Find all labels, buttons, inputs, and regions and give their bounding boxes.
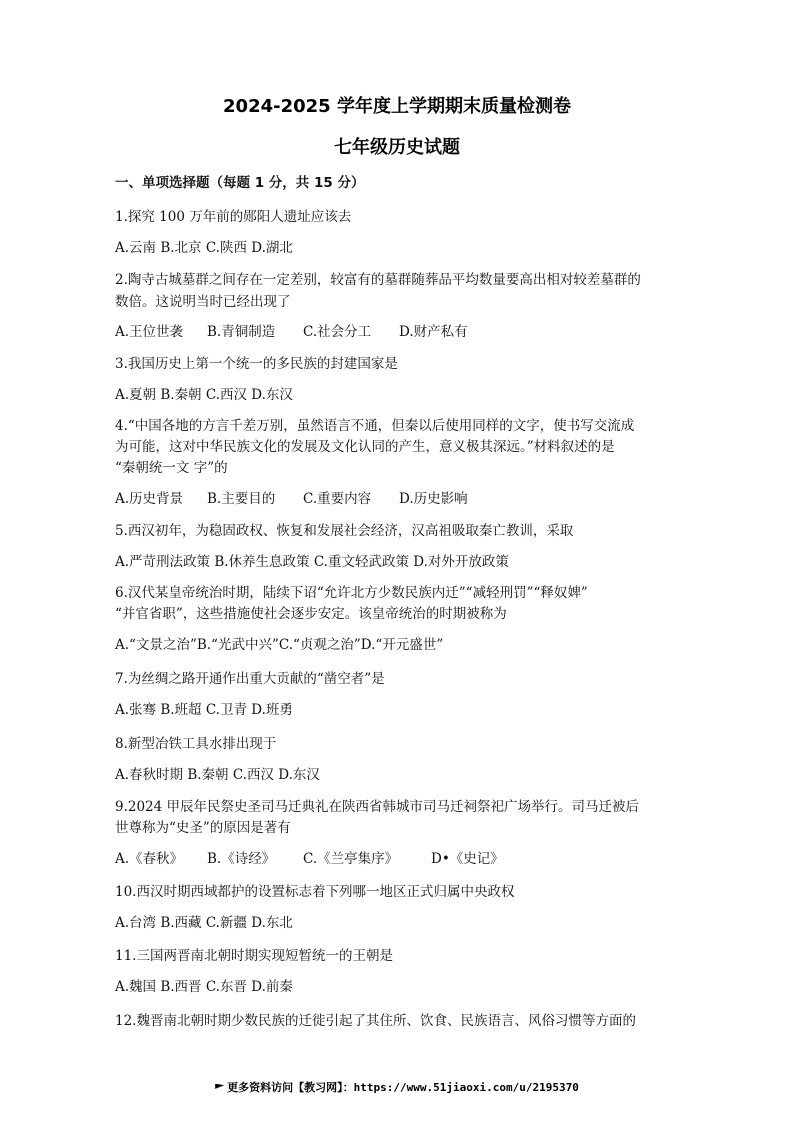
option-d: D.财产私有 bbox=[399, 324, 468, 340]
option-b: B.青铜制造 bbox=[207, 324, 276, 340]
question-4-text-line2: 为可能，这对中华民族文化的发展及文化认同的产生，意义极其深远。”材料叙述的是 bbox=[115, 439, 615, 455]
question-3-text: 3.我国历史上第一个统一的多民族的封建国家是 bbox=[115, 356, 398, 372]
page-title: 2024-2025 学年度上学期期末质量检测卷 bbox=[223, 96, 571, 117]
question-6-text-line2: “并官省职”，这些措施使社会逐步安定。该皇帝统治的时期被称为 bbox=[115, 606, 507, 622]
option-d: D•《史记》 bbox=[431, 851, 504, 867]
question-2-options bbox=[115, 320, 468, 340]
question-10-options: A.台湾 B.西藏 C.新疆 D.东北 bbox=[115, 915, 293, 931]
question-8-options: A.春秋时期 B.秦朝 C.西汉 D.东汉 bbox=[115, 767, 320, 783]
question-1-text: 1.探究 100 万年前的郧阳人遗址应该去 bbox=[115, 209, 352, 225]
question-10-text: 10.西汉时期西域都护的设置标志着下列哪一地区正式归属中央政权 bbox=[115, 884, 515, 900]
question-9-text-line2: 世尊称为“史圣”的原因是著有 bbox=[115, 820, 291, 836]
question-1-options: A.云南 B.北京 C.陕西 D.湖北 bbox=[115, 240, 293, 256]
option-d: D.历史影响 bbox=[399, 491, 468, 507]
question-6-text-line1: 6.汉代某皇帝统治时期，陆续下诏“允许北方少数民族内迁”“减轻刑罚”“释奴婢” bbox=[115, 585, 588, 601]
question-2-text-line1: 2.陶寺古城墓群之间存在一定差别，较富有的墓群随葬品平均数量要高出相对较差墓群的 bbox=[115, 272, 641, 288]
option-a: A.王位世袭 bbox=[115, 324, 184, 340]
question-9-options bbox=[115, 847, 504, 867]
question-6-options: A.“文景之治”B.“光武中兴”C.“贞观之治”D.“开元盛世” bbox=[115, 637, 444, 653]
option-c: C.重要内容 bbox=[303, 491, 372, 507]
option-a: A.《春秋》 bbox=[115, 851, 184, 867]
option-b: B.主要目的 bbox=[207, 491, 276, 507]
question-12-text: 12.魏晋南北朝时期少数民族的迁徙引起了其住所、饮食、民族语言、风俗习惯等方面的 bbox=[115, 1013, 636, 1029]
question-7-text: 7.为丝绸之路开通作出重大贡献的“凿空者”是 bbox=[115, 671, 385, 687]
question-4-options bbox=[115, 487, 468, 507]
flag-icon bbox=[215, 1084, 224, 1093]
page-subtitle: 七年级历史试题 bbox=[334, 137, 460, 158]
option-a: A.历史背景 bbox=[115, 491, 184, 507]
option-c: C.《兰亭集序》 bbox=[303, 851, 399, 867]
question-7-options: A.张骞 B.班超 C.卫青 D.班勇 bbox=[115, 702, 293, 718]
question-2-text-line2: 数倍。这说明当时已经出现了 bbox=[115, 294, 291, 310]
question-11-text: 11.三国两晋南北朝时期实现短暂统一的王朝是 bbox=[115, 948, 393, 964]
question-3-options: A.夏朝 B.秦朝 C.西汉 D.东汉 bbox=[115, 387, 293, 403]
section-heading: 一、单项选择题（每题 1 分，共 15 分） bbox=[115, 175, 365, 191]
question-11-options: A.魏国 B.西晋 C.东晋 D.前秦 bbox=[115, 979, 293, 995]
option-b: B.《诗经》 bbox=[207, 851, 276, 867]
question-5-options: A.严苛刑法政策 B.休养生息政策 C.重文轻武政策 D.对外开放政策 bbox=[115, 554, 509, 570]
option-c: C.社会分工 bbox=[303, 324, 372, 340]
footer-link[interactable]: 更多资料访问【教习网】：https://www.51jiaoxi.com/u/2195370 bbox=[227, 1081, 579, 1094]
question-9-text-line1: 9.2024 甲辰年民祭史圣司马迁典礼在陕西省韩城市司马迁祠祭祀广场举行。司马迁被后 bbox=[115, 799, 640, 815]
question-4-text-line1: 4.“中国各地的方言千差万别，虽然语言不通，但秦以后使用同样的文字，使书写交流成 bbox=[115, 418, 635, 434]
question-4-text-line3: “秦朝统一文 字”的 bbox=[115, 460, 228, 476]
question-8-text: 8.新型冶铁工具水排出现于 bbox=[115, 736, 277, 752]
question-5-text: 5.西汉初年，为稳固政权、恢复和发展社会经济，汉高祖吸取秦亡教训，采取 bbox=[115, 523, 574, 539]
footer bbox=[0, 1079, 794, 1095]
